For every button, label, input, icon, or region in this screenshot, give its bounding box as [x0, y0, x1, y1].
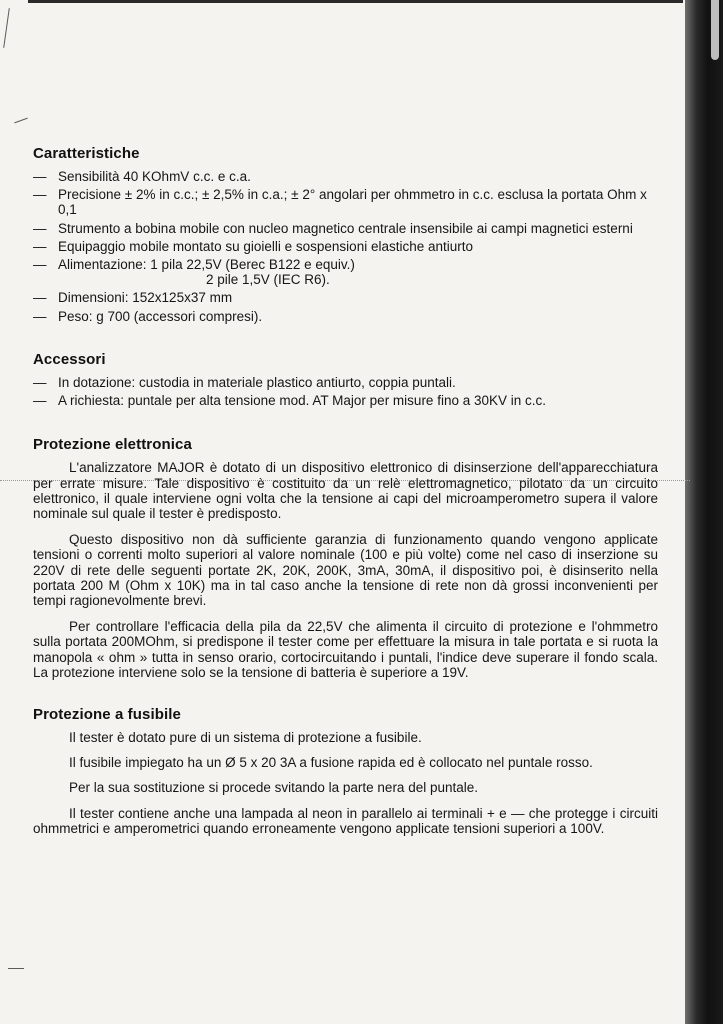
paragraph: Per la sua sostituzione si procede svitando la parte nera del puntale.	[69, 780, 479, 796]
heading-protezione-fusibile: Protezione a fusibile	[33, 705, 181, 723]
list-item: — Equipaggio mobile montato su gioielli e sospensioni elastiche antiurto	[33, 239, 665, 254]
section-accessori	[33, 351, 665, 408]
page-edge-shadow	[685, 0, 723, 1024]
alimentazione-line-1: Alimentazione: 1 pila 22,5V (Berec B122 e equiv.)	[58, 257, 355, 273]
section-protezione-elettronica	[33, 436, 665, 680]
page-edge-highlight	[711, 0, 719, 60]
paragraph: Il fusibile impiegato ha un Ø 5 x 20 3A a fusione rapida ed è collocato nel puntale rosso.	[69, 754, 593, 770]
alimentazione-line-2: 2 pile 1,5V (IEC R6).	[206, 272, 330, 288]
paragraph: Il tester contiene anche una lampada al neon in parallelo ai terminali + e — che protegge i circuiti ohmmetrici e amperometrici quando erroneamente vengono applicate tensioni superiori a 100V.	[33, 805, 658, 837]
list-item: — Peso: g 700 (accessori compresi).	[33, 309, 665, 324]
list-item: — A richiesta: puntale per alta tensione mod. AT Major per misure fino a 30KV in c.c.	[33, 393, 665, 408]
list-item: — In dotazione: custodia in materiale plastico antiurto, coppia puntali.	[33, 375, 665, 390]
scan-mark	[14, 118, 27, 124]
section-caratteristiche	[33, 145, 665, 324]
list-item: — Strumento a bobina mobile con nucleo magnetico centrale insensibile ai campi magnetici esterni	[33, 221, 665, 236]
heading-protezione-elettronica: Protezione elettronica	[33, 436, 192, 454]
top-rule	[28, 0, 683, 3]
list-item-alimentazione	[33, 257, 665, 287]
paragraph: L'analizzatore MAJOR è dotato di un dispositivo elettronico di disinserzione dell'apparecchiatura per errate misure. Tale dispositivo è costituito da un relè elettromagnetico, pilotato da un circuito elettronico, il quale interviene ogni volta che la tensione ai capi del microamperometro supera il valore nominale sul quale il tester è predisposto.	[33, 460, 658, 522]
caratteristiche-list	[33, 169, 665, 324]
paragraph: Per controllare l'efficacia della pila da 22,5V che alimenta il circuito di protezione e l'ohmmetro sulla portata 200MOhm, si predispone il tester come per effettuare la misura in tale portata e si ruota la manopola « ohm » tutta in senso orario, cortocircuitando i puntali, l'indice deve superare il fondo scala. La protezione interviene solo se la tensione di batteria è superiore a 19V.	[33, 618, 658, 681]
document-body	[33, 145, 665, 859]
accessori-list	[33, 375, 665, 408]
paragraph: Il tester è dotato pure di un sistema di protezione a fusibile.	[69, 729, 422, 745]
section-protezione-fusibile	[33, 706, 665, 837]
paragraph: Questo dispositivo non dà sufficiente garanzia di funzionamento quando vengono applicate tensioni o correnti molto superiori al valore nominale (100 e più volte) come nel caso di inserzione su 220V di rete delle seguenti portate 2K, 20K, 200K, 3mA, 30mA, il dispositivo poi, è disinserito nella portata 200 M (Ohm x 10K) ma in tal caso anche la tensione di rete non dà grossi inconvenienti per tempi ragionevolmente brevi.	[33, 531, 658, 609]
scan-mark	[3, 8, 10, 48]
heading-accessori: Accessori	[33, 350, 106, 368]
heading-caratteristiche: Caratteristiche	[33, 145, 140, 162]
list-item: — Sensibilità 40 KOhmV c.c. e c.a.	[33, 169, 665, 184]
list-item: — Dimensioni: 152x125x37 mm	[33, 290, 665, 305]
scan-mark	[8, 968, 24, 969]
list-item: — Precisione ± 2% in c.c.; ± 2,5% in c.a.; ± 2° angolari per ohmmetro in c.c. esclusa la portata Ohm x 0,1	[33, 187, 665, 217]
